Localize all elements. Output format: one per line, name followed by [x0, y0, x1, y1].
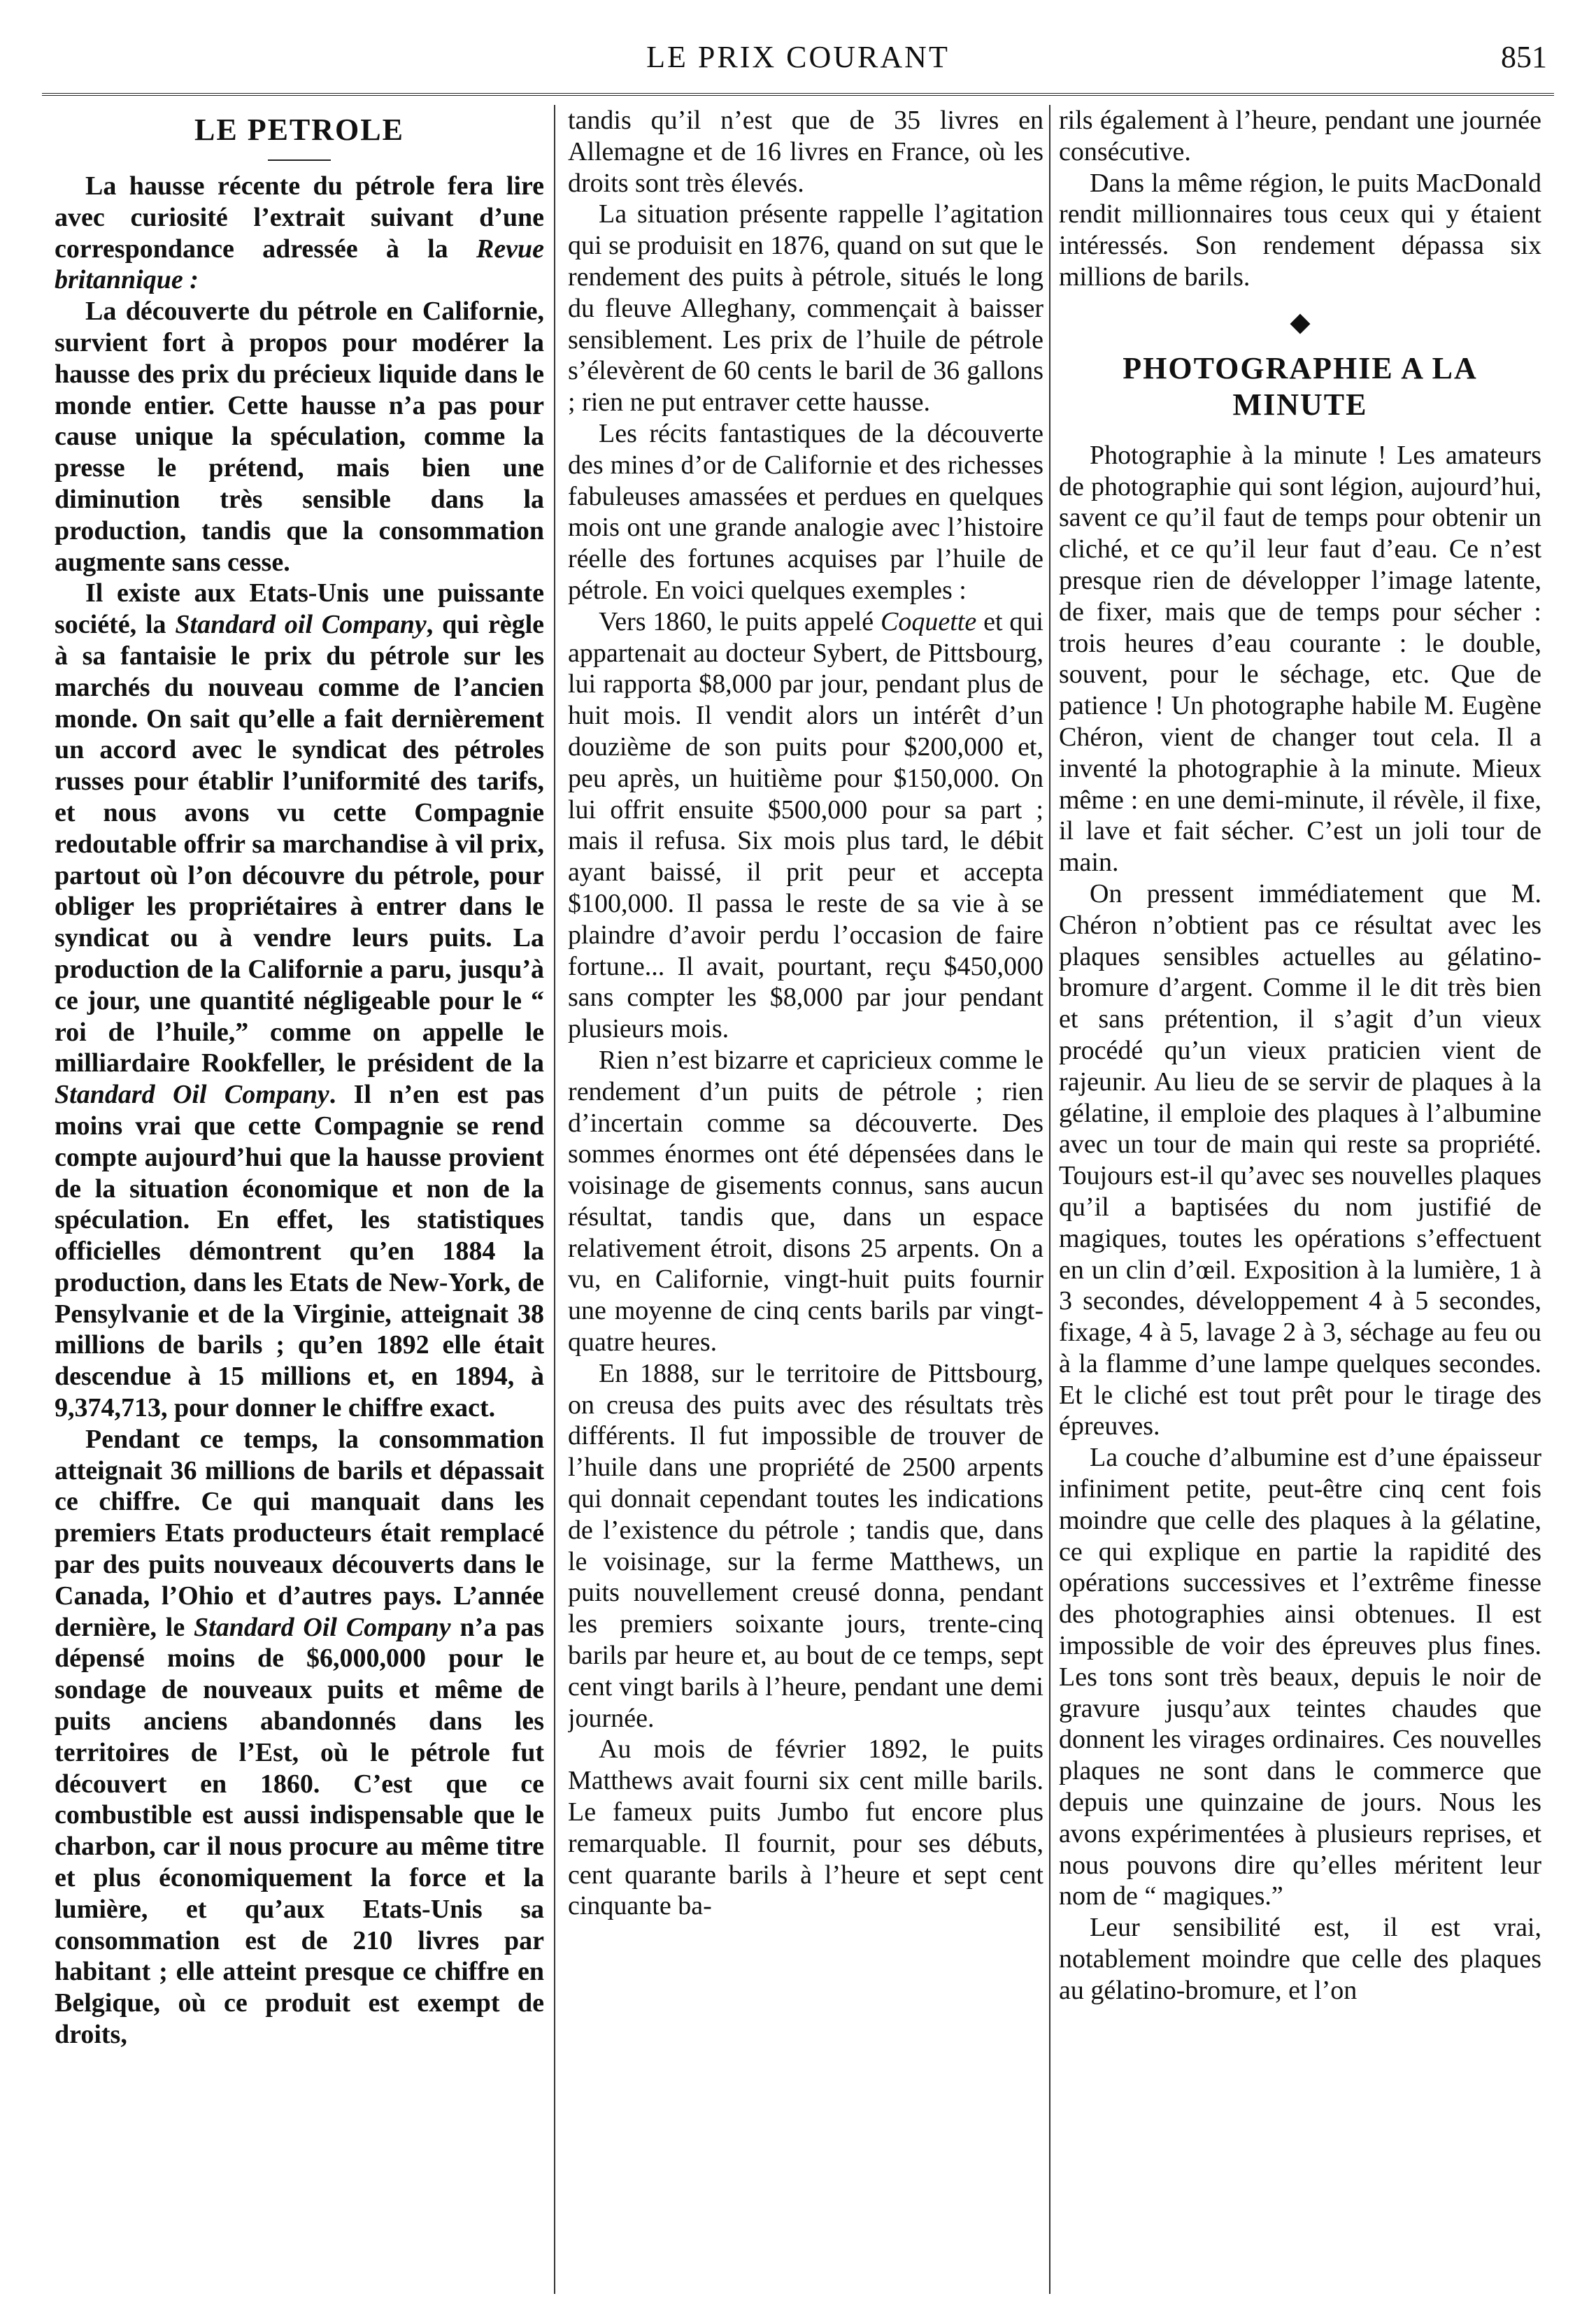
paragraph: Leur sensibilité est, il est vrai, notablement moindre que celle des plaques au gélatino-bromure, et l’on — [1059, 1913, 1541, 2005]
page-header — [42, 36, 1554, 85]
company-name: Standard Oil Company — [55, 1080, 329, 1110]
paragraph: La découverte du pétrole en Californie, survient fort à propos pour modérer la hausse des prix du précieux liquide dans le monde entier. Cette hausse n’a pas pour cause unique la spéculation, comme la presse le prétend, mais bien une diminution très sensible dans la production, tandis que la consommation augmente sans cesse. — [55, 297, 544, 577]
spacer — [1059, 427, 1541, 440]
paragraph-text: Vers 1860, le puits appelé — [599, 606, 881, 636]
paragraph-text: La hausse récente du pétrole fera lire avec curiosité l’extrait suivant d’une correspondance adressée à la — [55, 171, 544, 264]
page-number: 851 — [1501, 40, 1547, 74]
paragraph — [55, 1424, 544, 2051]
company-name: Standard Oil Company — [194, 1612, 451, 1642]
paragraph: Les récits fantastiques de la découverte des mines d’or de Californie et des richesses fabuleuses amassées et perdues en quelques mois ont une grande analogie avec l’histoire réelle des fortunes acquises par l’huile de pétrole. En voici quelques exemples : — [568, 418, 1043, 605]
paragraph — [55, 171, 544, 296]
heading-separator — [268, 159, 331, 161]
company-name: Standard oil Company — [175, 610, 427, 640]
article-heading-petrole: LE PETROLE — [194, 113, 404, 147]
paragraph — [55, 578, 544, 1424]
column-divider-1 — [554, 105, 555, 2294]
column-1 — [55, 105, 544, 2294]
section-ornament-icon: ◆ — [1290, 307, 1311, 337]
paragraph: Dans la même région, le puits MacDonald rendit millionnaires tous ceux qui y étaient intéressés. Son rendement dépassa six millions de barils. — [1059, 168, 1541, 292]
header-rule — [42, 93, 1554, 96]
paragraph: La couche d’albumine est d’une épaisseur infiniment petite, peut-être cinq cent fois moindre que celle des plaques à la gélatine, ce qui explique en partie la rapidité des opérations successives et l’extrême finesse des photographies ainsi obtenues. Il est impossible de voir des épreuves plus fines. Les tons sont très beaux, depuis le noir de gravure jusqu’aux teintes chaudes que donnent les virages ordinaires. Ces nouvelles plaques ne sont dans le commerce que depuis une quinzaine de jours. Nous les avons expérimentées à plusieurs reprises, et nous pouvons dire qu’elles méritent leur nom de “ magiques.” — [1059, 1443, 1541, 1911]
paragraph-text: n’a pas dépensé moins de $6,000,000 pour le sondage de nouveaux puits et même de puits anciens abandonnés dans les territoires de l’Est, où le pétrole fut découvert en 1860. C’est que ce combustible est aussi indispensable que le charbon, car il nous procure au même titre et plus économiquement la force et la lumière, et qu’aux Etats-Unis sa consommation est de 210 livres par habitant ; elle atteint presque ce chiffre en Belgique, où ce produit est exempt de droits, — [55, 1612, 544, 2050]
paragraph-text: , qui règle à sa fantaisie le prix du pétrole sur les marchés du nouveau comme de l’ancien monde. On sait qu’elle a fait dernièrement un accord avec le syndicat des pétroles russes pour établir l’uniformité des tarifs, et nous avons vu cette Compagnie redoutable offrir sa marchandise à vil prix, partout où l’on découvre du pétrole, pour obliger les propriétaires à entrer dans le syndicat ou à vendre leurs puits. La production de la Californie a paru, jusqu’à ce jour, une quantité négligeable pour le “ roi de l’huile,” comme on appelle le milliardaire Rookfeller, le président de la — [55, 610, 544, 1078]
paragraph: En 1888, sur le territoire de Pittsbourg, on creusa des puits avec des résultats très différents. Il fut impossible de trouver de l’huile dans une propriété de 2500 arpents qui donnait cependant toutes les indications de l’existence du pétrole ; tandis que, dans le voisinage, sur la ferme Matthews, un puits nouvellement creusé donna, pendant les premiers soixante jours, trente-cinq barils par heure et, au bout de ce temps, sept cent vingt barils à l’heure, pendant une demi journée. — [568, 1358, 1043, 1733]
paragraph: Photographie à la minute ! Les amateurs de photographie qui sont légion, aujourd’hui, savent ce qu’il faut de temps pour obtenir un cliché, et ce qu’il leur faut d’eau. Ce n’est presque rien de développer l’image latente, de fixer, mais que de temps pour sécher : trois heures d’eau courante : le double, souvent, pour le séchage, etc. Que de patience ! Un photographe habile M. Eugène Chéron, vient de changer tout cela. Il a inventé la photographie à la minute. Mieux même : en une demi-minute, il révèle, il fixe, il lave et fait sécher. C’est un joli tour de main. — [1059, 440, 1541, 878]
paragraph: rils également à l’heure, pendant une journée consécutive. — [1059, 106, 1541, 166]
column-divider-2 — [1049, 105, 1050, 2294]
column-3 — [1059, 105, 1541, 2294]
source-name: Revue britannique : — [55, 234, 544, 295]
paragraph: Rien n’est bizarre et capricieux comme le rendement d’un puits de pétrole ; rien d’incertain comme sa découverte. Des sommes énormes ont été dépensées dans le voisinage de gisements connus, sans aucun résultat, tandis que, dans un espace relativement étroit, disons 25 arpents. On a vu, en Californie, vingt-huit puits fournir une moyenne de cinq cents barils par vingt-quatre heures. — [568, 1045, 1043, 1357]
column-2 — [568, 105, 1043, 2294]
paragraph — [568, 606, 1043, 1045]
paragraph-text: Pendant ce temps, la consommation atteignait 36 millions de barils et dépassait ce chiffre. Ce qui manquait dans les premiers Etats producteurs était remplacé par des puits nouveaux découverts dans le Canada, l’Ohio et d’autres pays. L’année dernière, le — [55, 1424, 544, 1642]
paragraph: La situation présente rappelle l’agitation qui se produisit en 1876, quand on sut que le rendement des puits à pétrole, situés le long du fleuve Alleghany, commençait à baisser sensiblement. Les prix de l’huile de pétrole s’élevèrent de 60 cents le baril de 36 gallons ; rien ne put entraver cette hausse. — [568, 199, 1043, 418]
paragraph-text: et qui appartenait au docteur Sybert, de Pittsbourg, lui rapporta $8,000 par jour, pendant plus de huit mois. Il vendit alors un intérêt d’un douzième de son puits pour $200,000 et, peu après, un huitième pour $150,000. On lui offrit ensuite $500,000 pour sa part ; mais il refusa. Six mois plus tard, le débit ayant baissé, il prit peur et accepta $100,000. Il passa le reste de sa vie à se plaindre d’avoir perdu l’occasion de faire fortune... Il avait, pourtant, reçu $450,000 sans compter les $8,000 par jour pendant plusieurs mois. — [568, 606, 1043, 1044]
paragraph: Au mois de février 1892, le puits Matthews avait fourni six cent mille barils. Le fameux puits Jumbo fut encore plus remarquable. Il fournit, pour ses débuts, cent quarante barils à l’heure et sept cent cinquante ba- — [568, 1734, 1043, 1921]
well-name: Coquette — [881, 606, 977, 636]
paragraph: tandis qu’il n’est que de 35 livres en Allemagne et de 16 livres en France, où les droits sont très élevés. — [568, 106, 1043, 198]
article-heading-photographie: PHOTOGRAPHIE A LA MINUTE — [1123, 350, 1478, 422]
paragraph: On pressent immédiatement que M. Chéron n’obtient pas ce résultat avec les plaques sensibles actuelles au gélatino-bromure d’argent. Comme il le dit très bien et sans prétention, il s’agit d’un vieux procédé qu’un vieux praticien vient de rajeunir. Au lieu de se servir de plaques à la gélatine, il emploie des plaques à l’albumine avec un tour de main qui reste sa propriété. Toujours est-il qu’avec ses nouvelles plaques qu’il a baptisées du nom justifié de magiques, toutes les opérations s’effectuent en un clin d’œil. Exposition à la lumière, 1 à 3 secondes, développement 4 à 5 secondes, fixage, 4 à 5, lavage 2 à 3, séchage au feu ou à la flamme d’une lampe quelques secondes. Et le cliché est tout prêt pour le tirage des épreuves. — [1059, 878, 1541, 1441]
paragraph-text: Il existe aux Etats-Unis une puissante société, la — [55, 578, 544, 640]
journal-title: LE PRIX COURANT — [646, 40, 950, 74]
paragraph-text: . Il n’en est pas moins vrai que cette Compagnie se rend compte aujourd’hui que la hausse provient de la situation économique et non de la spéculation. En effet, les statistiques officielles démontrent qu’en 1884 la production, dans les Etats de New-York, de Pensylvanie et de la Virginie, atteignait 38 millions de barils ; qu’en 1892 elle était descendue à 15 millions et, en 1894, à 9,374,713, pour donner le chiffre exact. — [55, 1080, 544, 1423]
